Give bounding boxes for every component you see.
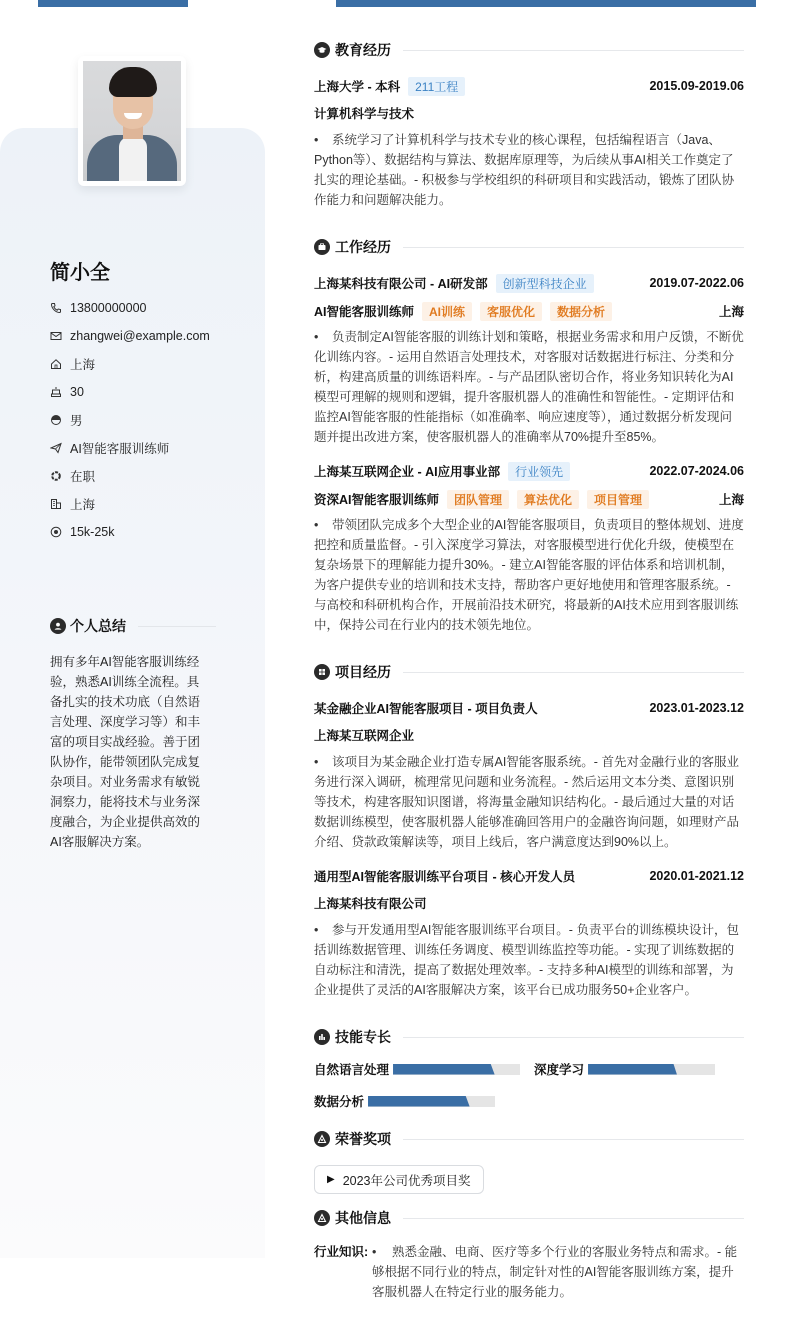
skill-item: 数据分析 [314,1085,495,1117]
work-location: 上海 [718,305,744,319]
work-item [314,269,744,447]
skill-tag: AI训练 [422,302,472,321]
bar-chart-icon [314,1029,330,1045]
user-icon [50,618,66,634]
other-heading: 其他信息 [314,1206,744,1230]
school-name: 上海大学 - 本科 [314,80,401,94]
salary-icon [50,526,62,538]
info-city: 上海 [50,490,210,518]
project-org: 上海某互联网企业 [314,729,415,743]
other-key: 行业知识: [314,1245,369,1259]
status-icon [50,470,62,482]
work-location: 上海 [718,493,744,507]
projects-heading: 项目经历 [314,660,744,684]
contact-info-list [50,294,210,546]
work-heading: 工作经历 [314,235,744,259]
top-accent-bar-left [38,0,188,7]
divider [403,672,744,673]
top-accent-bar-right [336,0,756,7]
divider [403,247,744,248]
home-icon [50,358,62,370]
project-date: 2023.01-2023.12 [649,701,744,715]
work-desc: • 负责制定AI智能客服的训练计划和策略，根据业务需求和用户反馈，不断优化训练内容。- 运用自然语言处理技术，对客服对话数据进行标注、分类和分析，构建高质量的训练语料库。- 与产品团队密切合作，将业务知识转化为AI模型可理解的规则和逻辑，提升客服机器人的准确性和智能性。- 定期评估和监控AI智能客服的性能指标（如准确率、响应速度等），通过数据分析发现问题并提出改进方案，使客服机器人的准确率从70%提升至85%。 [314,330,744,444]
skill-tag: 项目管理 [587,490,649,509]
summary-text: 拥有多年AI智能客服训练经验，熟悉AI训练全流程。具备扎实的技术功底（自然语言处理、深度学习等）和丰富的项目实战经验。善于团队协作，能带领团队完成复杂项目。对业务需求有敏锐洞察力，能将技术与业务深度融合，为企业提供高效的AI客服解决方案。 [50,655,201,849]
profile-photo [83,61,181,181]
info-icon [314,1210,330,1226]
education-date: 2015.09-2019.06 [649,79,744,93]
info-home: 上海 [50,350,210,378]
awards-heading: 荣誉奖项 [314,1127,744,1151]
skill-tag: 团队管理 [447,490,509,509]
work-desc: • 带领团队完成多个大型企业的AI智能客服项目，负责项目的整体规划、进度把控和质量监督。- 引入深度学习算法，对客服模型进行优化升级，使模型在复杂场景下的理解能力提升30%。- 建立AI智能客服的评估体系和培训机制，为客户提供专业的培训和技术支持，帮助客户更好地使用和管理客服系统。- 与高校和科研机构合作，开展前沿技术研究，将最新的AI技术应用到客服训练中，保持公司在行业内的技术领先地位。 [314,518,744,632]
company-tag: 行业领先 [508,462,570,481]
divider [403,50,744,51]
company-name: 上海某科技有限公司 - AI研发部 [314,277,488,291]
avatar [78,56,186,186]
education-desc: • 系统学习了计算机科学与技术专业的核心课程，包括编程语言（Java、Python等）、数据结构与算法、数据库原理等，为后续从事AI相关工作奠定了扎实的理论基础。- 积极参与学校组织的科研项目和实践活动，锻炼了团队协作能力和问题解决能力。 [314,133,735,207]
skill-tag: 数据分析 [550,302,612,321]
award-icon [314,1131,330,1147]
divider [138,626,216,627]
project-item [314,862,744,1000]
skill-bar [393,1064,520,1075]
info-email: zhangwei@example.com [50,322,210,350]
project-item [314,694,744,852]
skills-list [314,1053,744,1117]
summary-heading: 个人总结 [50,616,216,636]
grid-icon [314,664,330,680]
info-age: 30 [50,378,210,406]
skill-bar [368,1096,495,1107]
graduation-cap-icon [314,42,330,58]
divider [403,1037,744,1038]
project-desc: • 参与开发通用型AI智能客服训练平台项目。- 负责平台的训练模块设计，包括训练数据管理、训练任务调度、模型训练监控等功能。- 实现了训练数据的自动标注和清洗，提高了数据处理效率。- 支持多种AI模型的训练和部署，为企业提供了灵活的AI客服解决方案，该平台已成功服务50+企业客户。 [314,923,739,997]
age-icon [50,386,62,398]
project-desc: • 该项目为某金融企业打造专属AI智能客服系统。- 首先对金融行业的客服业务进行深入调研，梳理常见问题和业务流程。- 然后运用文本分类、意图识别等技术，构建客服知识图谱，将海量金融知识结构化。- 最后通过大量的对话数据训练模型，使客服机器人能够准确回答用户的金融咨询问题，如理财产品介绍、贷款政策解读等，项目上线后，客户满意度达到90%以上。 [314,755,740,849]
mail-icon [50,330,62,342]
briefcase-icon [314,239,330,255]
skill-item: 自然语言处理 [314,1053,520,1085]
company-name: 上海某互联网企业 - AI应用事业部 [314,465,501,479]
city-icon [50,498,62,510]
info-status: 在职 [50,462,210,490]
gender-icon [50,414,62,426]
main-content [314,38,744,1302]
work-date: 2022.07-2024.06 [649,464,744,478]
work-item [314,457,744,635]
candidate-name: 简小全 [50,262,110,284]
skill-item: 深度学习 [534,1053,715,1085]
skill-tag: 客服优化 [480,302,542,321]
job-icon [50,442,62,454]
play-icon: ▶ [327,1174,335,1185]
info-salary: 15k-25k [50,518,210,546]
divider [403,1139,744,1140]
award-item[interactable]: ▶ 2023年公司优秀项目奖 [314,1165,484,1194]
project-org: 上海某科技有限公司 [314,897,427,911]
job-role: AI智能客服训练师 [314,305,415,319]
project-date: 2020.01-2021.12 [649,869,744,883]
info-job: AI智能客服训练师 [50,434,210,462]
other-value: • 熟悉金融、电商、医疗等多个行业的客服业务特点和需求。- 能够根据不同行业的特点，制定针对性的AI智能客服训练方案，提升客服机器人在特定行业的服务能力。 [372,1245,738,1299]
other-item [314,1242,744,1302]
divider [403,1218,744,1219]
work-date: 2019.07-2022.06 [649,276,744,290]
company-tag: 创新型科技企业 [496,274,594,293]
info-phone: 13800000000 [50,294,210,322]
school-tag: 211工程 [408,77,465,96]
phone-icon [50,302,62,314]
job-role: 资深AI智能客服训练师 [314,493,440,507]
project-name: 通用型AI智能客服训练平台项目 - 核心开发人员 [314,870,576,884]
education-item [314,72,744,210]
major: 计算机科学与技术 [314,107,415,121]
project-name: 某金融企业AI智能客服项目 - 项目负责人 [314,702,538,716]
skill-tag: 算法优化 [517,490,579,509]
skills-heading: 技能专长 [314,1025,744,1049]
skill-bar [588,1064,715,1075]
education-heading: 教育经历 [314,38,744,62]
info-gender: 男 [50,406,210,434]
